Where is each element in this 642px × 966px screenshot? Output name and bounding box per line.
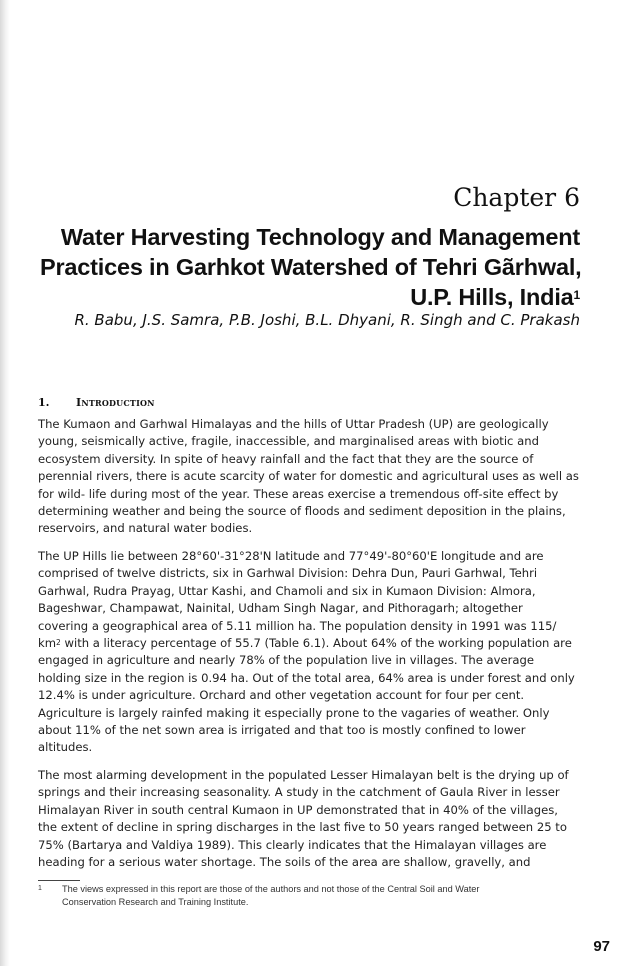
text-line: 75% (Bartarya and Valdiya 1989). This clearly indicates that the Himalayan villages are (38, 837, 547, 852)
text-line: comprised of twelve districts, six in Garhwal Division: Dehra Dun, Pauri Garhwal, Tehri (38, 566, 538, 581)
page-number: 97 (593, 938, 610, 955)
text-line: perennial rivers, there is acute scarcity of water for domestic and agricultural uses as well as (38, 469, 579, 484)
text-line: Garhwal, Rudra Prayag, Uttar Kashi, and Chamoli and six in Kumaon Division: Almora, (38, 583, 536, 598)
text-line: 12.4% is under agriculture. Orchard and other vegetation account for four per cent. (38, 688, 525, 703)
text-line: covering a geographical area of 5.11 million ha. The population density in 1991 was 115/ (38, 618, 557, 633)
footnote-rule (38, 880, 80, 881)
text-line: The most alarming development in the populated Lesser Himalayan belt is the drying up of (38, 768, 569, 782)
title-line-text: U.P. Hills, India (410, 284, 574, 310)
text-line: the extent of decline in spring discharges in the last five to 50 years ranged between 25 to (38, 820, 567, 835)
text-line: holding size in the region is 0.94 ha. Out of the total area, 64% area is under forest and only (38, 670, 575, 685)
text-line: young, seismically active, fragile, inaccessible, and marginalised areas with biotic and (38, 434, 539, 449)
text-line: reservoirs, and natural water bodies. (38, 521, 253, 536)
chapter-label: Chapter 6 (453, 183, 580, 212)
paragraph-3 (38, 767, 584, 871)
text-line (38, 635, 584, 652)
text-line: determining weather and being the source of floods and sediment deposition in the plains, (38, 504, 566, 519)
title-line (40, 282, 580, 312)
text-line: Himalayan River in south central Kumaon in UP demonstrated that in 40% of the villages, (38, 802, 558, 817)
text-line: engaged in agriculture and nearly 78% of the population live in villages. The average (38, 653, 534, 668)
text-line: about 11% of the net sown area is irrigated and that too is mostly confined to lower (38, 723, 526, 738)
title-line: Practices in Garhkot Watershed of Tehri Gãrhwal, (40, 254, 582, 280)
unit-km: km (38, 636, 57, 651)
text-line: Bageshwar, Champawat, Nainital, Udham Singh Nagar, and Pithoragarh; altogether (38, 601, 523, 616)
footnote-line: Conservation Research and Training Institute. (62, 897, 249, 907)
footnote-mark: 1 (38, 885, 42, 892)
text-line: springs and their increasing seasonality. A study in the catchment of Gaula River in lesser (38, 785, 560, 800)
title-line: Water Harvesting Technology and Management (60, 224, 580, 250)
title-footnote-mark: 1 (573, 288, 580, 302)
footnote (38, 883, 584, 909)
text-line: heading for a serious water shortage. The soils of the area are shallow, gravelly, and (38, 855, 531, 870)
section-number: 1. (38, 396, 50, 409)
text-line: altitudes. (38, 740, 93, 755)
text-line: The Kumaon and Garhwal Himalayas and the hills of Uttar Pradesh (UP) are geologically (38, 417, 549, 431)
authors: R. Babu, J.S. Samra, P.B. Joshi, B.L. Dhyani, R. Singh and C. Prakash (74, 311, 580, 329)
unit-superscript: 2 (56, 638, 61, 648)
text-line: Agriculture is largely rainfed making it especially prone to the vagaries of weather. Only (38, 705, 550, 720)
paragraph-1 (38, 416, 584, 538)
text-line: The UP Hills lie between 28°60'-31°28'N latitude and 77°49'-80°60'E longitude and are (38, 549, 544, 563)
footnote-line: The views expressed in this report are those of the authors and not those of the Central Soil and Water (62, 884, 480, 894)
page-edge-shadow (0, 0, 10, 966)
chapter-title (40, 222, 580, 312)
section-heading (38, 396, 155, 409)
text-line-rest: with a literacy percentage of 55.7 (Table 6.1). About 64% of the working population are (64, 636, 572, 651)
text-line: ecosystem diversity. In spite of heavy rainfall and the fact that they are the source of (38, 451, 534, 466)
section-title: Introduction (76, 396, 155, 409)
text-line: for wild- life during most of the year. These areas exercise a tremendous off-site effect by (38, 486, 559, 501)
paragraph-2 (38, 548, 584, 757)
